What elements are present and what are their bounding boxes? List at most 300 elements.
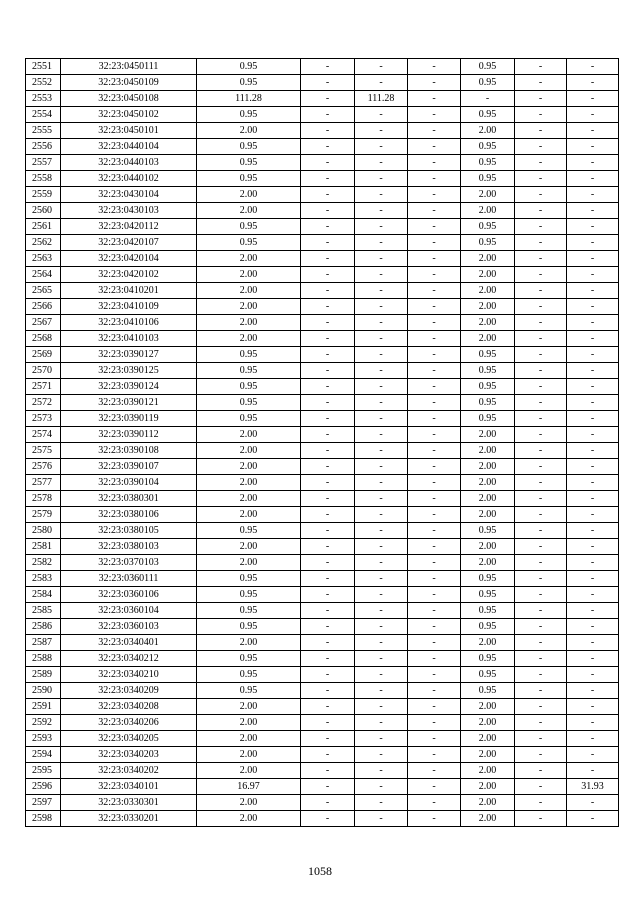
col-4-cell: - xyxy=(301,363,355,379)
row-number-cell: 2569 xyxy=(26,347,61,363)
cadastral-number-cell: 32:23:0450111 xyxy=(61,59,197,75)
table-row xyxy=(26,475,619,491)
table-row xyxy=(26,555,619,571)
area-cell: 2.00 xyxy=(197,699,301,715)
land-parcel-table xyxy=(25,58,619,827)
area-cell: 2.00 xyxy=(197,715,301,731)
col-5-cell: - xyxy=(355,155,408,171)
col-7-cell: 0.95 xyxy=(461,107,515,123)
col-8-cell: - xyxy=(515,603,567,619)
col-9-cell: - xyxy=(567,635,619,651)
col-4-cell: - xyxy=(301,219,355,235)
row-number-cell: 2590 xyxy=(26,683,61,699)
table-row xyxy=(26,267,619,283)
col-9-cell: - xyxy=(567,539,619,555)
col-9-cell: - xyxy=(567,603,619,619)
col-4-cell: - xyxy=(301,267,355,283)
col-9-cell: - xyxy=(567,491,619,507)
cadastral-number-cell: 32:23:0410201 xyxy=(61,283,197,299)
row-number-cell: 2588 xyxy=(26,651,61,667)
table-row xyxy=(26,715,619,731)
col-8-cell: - xyxy=(515,443,567,459)
col-9-cell: - xyxy=(567,347,619,363)
area-cell: 2.00 xyxy=(197,459,301,475)
area-cell: 0.95 xyxy=(197,587,301,603)
col-8-cell: - xyxy=(515,379,567,395)
col-6-cell: - xyxy=(408,299,461,315)
col-7-cell: 0.95 xyxy=(461,379,515,395)
col-7-cell: 2.00 xyxy=(461,539,515,555)
area-cell: 0.95 xyxy=(197,603,301,619)
row-number-cell: 2551 xyxy=(26,59,61,75)
area-cell: 2.00 xyxy=(197,747,301,763)
area-cell: 2.00 xyxy=(197,763,301,779)
row-number-cell: 2564 xyxy=(26,267,61,283)
col-6-cell: - xyxy=(408,747,461,763)
table-row xyxy=(26,235,619,251)
col-9-cell: - xyxy=(567,235,619,251)
col-5-cell: - xyxy=(355,699,408,715)
cadastral-number-cell: 32:23:0340208 xyxy=(61,699,197,715)
col-6-cell: - xyxy=(408,379,461,395)
col-5-cell: - xyxy=(355,315,408,331)
col-9-cell: - xyxy=(567,203,619,219)
cadastral-number-cell: 32:23:0360104 xyxy=(61,603,197,619)
col-8-cell: - xyxy=(515,667,567,683)
col-7-cell: 0.95 xyxy=(461,395,515,411)
area-cell: 2.00 xyxy=(197,731,301,747)
col-6-cell: - xyxy=(408,571,461,587)
area-cell: 2.00 xyxy=(197,123,301,139)
col-7-cell: 0.95 xyxy=(461,523,515,539)
table-row xyxy=(26,539,619,555)
col-8-cell: - xyxy=(515,571,567,587)
cadastral-number-cell: 32:23:0340212 xyxy=(61,651,197,667)
table-row xyxy=(26,491,619,507)
col-6-cell: - xyxy=(408,555,461,571)
area-cell: 0.95 xyxy=(197,619,301,635)
row-number-cell: 2582 xyxy=(26,555,61,571)
col-8-cell: - xyxy=(515,363,567,379)
table-row xyxy=(26,507,619,523)
col-6-cell: - xyxy=(408,107,461,123)
col-8-cell: - xyxy=(515,91,567,107)
area-cell: 2.00 xyxy=(197,203,301,219)
col-8-cell: - xyxy=(515,251,567,267)
cadastral-number-cell: 32:23:0370103 xyxy=(61,555,197,571)
col-8-cell: - xyxy=(515,715,567,731)
col-9-cell: - xyxy=(567,507,619,523)
table-row xyxy=(26,683,619,699)
row-number-cell: 2597 xyxy=(26,795,61,811)
row-number-cell: 2586 xyxy=(26,619,61,635)
col-9-cell: - xyxy=(567,555,619,571)
col-9-cell: - xyxy=(567,715,619,731)
col-6-cell: - xyxy=(408,283,461,299)
col-5-cell: - xyxy=(355,587,408,603)
col-5-cell: - xyxy=(355,475,408,491)
area-cell: 0.95 xyxy=(197,395,301,411)
col-9-cell: - xyxy=(567,171,619,187)
row-number-cell: 2567 xyxy=(26,315,61,331)
col-8-cell: - xyxy=(515,123,567,139)
col-8-cell: - xyxy=(515,283,567,299)
col-5-cell: - xyxy=(355,411,408,427)
col-7-cell: 0.95 xyxy=(461,571,515,587)
col-5-cell: - xyxy=(355,731,408,747)
col-6-cell: - xyxy=(408,315,461,331)
col-8-cell: - xyxy=(515,75,567,91)
cadastral-number-cell: 32:23:0440103 xyxy=(61,155,197,171)
col-5-cell: - xyxy=(355,219,408,235)
col-7-cell: 2.00 xyxy=(461,795,515,811)
page-number: 1058 xyxy=(308,864,332,878)
col-8-cell: - xyxy=(515,59,567,75)
table-row xyxy=(26,427,619,443)
area-cell: 2.00 xyxy=(197,331,301,347)
row-number-cell: 2580 xyxy=(26,523,61,539)
col-7-cell: 0.95 xyxy=(461,587,515,603)
col-5-cell: - xyxy=(355,107,408,123)
cadastral-number-cell: 32:23:0340206 xyxy=(61,715,197,731)
col-9-cell: - xyxy=(567,315,619,331)
col-8-cell: - xyxy=(515,395,567,411)
col-9-cell: - xyxy=(567,747,619,763)
col-7-cell: 2.00 xyxy=(461,443,515,459)
col-6-cell: - xyxy=(408,459,461,475)
row-number-cell: 2591 xyxy=(26,699,61,715)
area-cell: 2.00 xyxy=(197,555,301,571)
col-4-cell: - xyxy=(301,379,355,395)
table-row xyxy=(26,363,619,379)
cadastral-number-cell: 32:23:0340209 xyxy=(61,683,197,699)
cadastral-number-cell: 32:23:0340203 xyxy=(61,747,197,763)
col-7-cell: 2.00 xyxy=(461,299,515,315)
row-number-cell: 2557 xyxy=(26,155,61,171)
col-5-cell: - xyxy=(355,667,408,683)
cadastral-number-cell: 32:23:0410103 xyxy=(61,331,197,347)
area-cell: 0.95 xyxy=(197,107,301,123)
col-8-cell: - xyxy=(515,299,567,315)
table-row xyxy=(26,203,619,219)
col-9-cell: - xyxy=(567,363,619,379)
col-4-cell: - xyxy=(301,651,355,667)
col-8-cell: - xyxy=(515,491,567,507)
col-6-cell: - xyxy=(408,347,461,363)
col-9-cell: - xyxy=(567,795,619,811)
col-9-cell: - xyxy=(567,331,619,347)
col-9-cell: - xyxy=(567,411,619,427)
col-6-cell: - xyxy=(408,699,461,715)
cadastral-number-cell: 32:23:0390108 xyxy=(61,443,197,459)
table-row xyxy=(26,347,619,363)
col-9-cell: - xyxy=(567,395,619,411)
cadastral-number-cell: 32:23:0340401 xyxy=(61,635,197,651)
area-cell: 2.00 xyxy=(197,187,301,203)
col-9-cell: - xyxy=(567,299,619,315)
row-number-cell: 2559 xyxy=(26,187,61,203)
col-6-cell: - xyxy=(408,587,461,603)
col-6-cell: - xyxy=(408,619,461,635)
col-9-cell: - xyxy=(567,763,619,779)
col-7-cell: 2.00 xyxy=(461,491,515,507)
col-6-cell: - xyxy=(408,203,461,219)
col-5-cell: - xyxy=(355,235,408,251)
table-row xyxy=(26,155,619,171)
col-5-cell: - xyxy=(355,539,408,555)
cadastral-number-cell: 32:23:0450102 xyxy=(61,107,197,123)
col-7-cell: 0.95 xyxy=(461,59,515,75)
row-number-cell: 2589 xyxy=(26,667,61,683)
col-6-cell: - xyxy=(408,683,461,699)
col-7-cell: 0.95 xyxy=(461,347,515,363)
col-4-cell: - xyxy=(301,667,355,683)
col-7-cell: 2.00 xyxy=(461,283,515,299)
col-8-cell: - xyxy=(515,459,567,475)
col-8-cell: - xyxy=(515,427,567,443)
cadastral-number-cell: 32:23:0360106 xyxy=(61,587,197,603)
col-5-cell: - xyxy=(355,267,408,283)
col-4-cell: - xyxy=(301,459,355,475)
table-row xyxy=(26,299,619,315)
col-8-cell: - xyxy=(515,763,567,779)
col-6-cell: - xyxy=(408,155,461,171)
area-cell: 0.95 xyxy=(197,523,301,539)
col-4-cell: - xyxy=(301,395,355,411)
col-9-cell: - xyxy=(567,443,619,459)
cadastral-number-cell: 32:23:0420107 xyxy=(61,235,197,251)
col-7-cell: 0.95 xyxy=(461,363,515,379)
col-5-cell: - xyxy=(355,139,408,155)
cadastral-number-cell: 32:23:0340205 xyxy=(61,731,197,747)
col-4-cell: - xyxy=(301,91,355,107)
row-number-cell: 2596 xyxy=(26,779,61,795)
col-9-cell: - xyxy=(567,219,619,235)
col-9-cell: - xyxy=(567,459,619,475)
row-number-cell: 2595 xyxy=(26,763,61,779)
col-4-cell: - xyxy=(301,251,355,267)
row-number-cell: 2577 xyxy=(26,475,61,491)
col-8-cell: - xyxy=(515,475,567,491)
col-5-cell: - xyxy=(355,123,408,139)
row-number-cell: 2563 xyxy=(26,251,61,267)
col-4-cell: - xyxy=(301,203,355,219)
col-5-cell: - xyxy=(355,299,408,315)
col-4-cell: - xyxy=(301,107,355,123)
cadastral-number-cell: 32:23:0390107 xyxy=(61,459,197,475)
cadastral-number-cell: 32:23:0440102 xyxy=(61,171,197,187)
table-body xyxy=(26,59,619,827)
row-number-cell: 2554 xyxy=(26,107,61,123)
col-6-cell: - xyxy=(408,779,461,795)
table-row xyxy=(26,459,619,475)
col-4-cell: - xyxy=(301,443,355,459)
area-cell: 2.00 xyxy=(197,475,301,491)
col-6-cell: - xyxy=(408,667,461,683)
area-cell: 2.00 xyxy=(197,443,301,459)
col-5-cell: - xyxy=(355,603,408,619)
col-5-cell: - xyxy=(355,683,408,699)
col-4-cell: - xyxy=(301,811,355,827)
col-8-cell: - xyxy=(515,171,567,187)
area-cell: 2.00 xyxy=(197,539,301,555)
col-4-cell: - xyxy=(301,731,355,747)
col-6-cell: - xyxy=(408,491,461,507)
table-row xyxy=(26,171,619,187)
col-7-cell: 2.00 xyxy=(461,475,515,491)
col-4-cell: - xyxy=(301,299,355,315)
col-4-cell: - xyxy=(301,571,355,587)
table-row xyxy=(26,251,619,267)
col-9-cell: - xyxy=(567,651,619,667)
col-7-cell: 0.95 xyxy=(461,603,515,619)
col-4-cell: - xyxy=(301,171,355,187)
col-8-cell: - xyxy=(515,139,567,155)
col-5-cell: - xyxy=(355,363,408,379)
col-6-cell: - xyxy=(408,219,461,235)
col-7-cell: 2.00 xyxy=(461,331,515,347)
row-number-cell: 2552 xyxy=(26,75,61,91)
col-5-cell: - xyxy=(355,283,408,299)
area-cell: 0.95 xyxy=(197,171,301,187)
col-8-cell: - xyxy=(515,587,567,603)
col-5-cell: - xyxy=(355,187,408,203)
col-9-cell: - xyxy=(567,475,619,491)
area-cell: 0.95 xyxy=(197,667,301,683)
cadastral-number-cell: 32:23:0390125 xyxy=(61,363,197,379)
col-9-cell: - xyxy=(567,251,619,267)
col-4-cell: - xyxy=(301,75,355,91)
cadastral-number-cell: 32:23:0390127 xyxy=(61,347,197,363)
row-number-cell: 2553 xyxy=(26,91,61,107)
col-9-cell: - xyxy=(567,619,619,635)
row-number-cell: 2579 xyxy=(26,507,61,523)
col-5-cell: - xyxy=(355,459,408,475)
col-4-cell: - xyxy=(301,491,355,507)
cadastral-number-cell: 32:23:0330201 xyxy=(61,811,197,827)
row-number-cell: 2578 xyxy=(26,491,61,507)
table-row xyxy=(26,731,619,747)
col-6-cell: - xyxy=(408,507,461,523)
col-8-cell: - xyxy=(515,219,567,235)
col-7-cell: 0.95 xyxy=(461,651,515,667)
col-9-cell: - xyxy=(567,731,619,747)
col-8-cell: - xyxy=(515,155,567,171)
col-7-cell: 2.00 xyxy=(461,779,515,795)
col-5-cell: - xyxy=(355,555,408,571)
table-row xyxy=(26,331,619,347)
col-7-cell: 0.95 xyxy=(461,171,515,187)
row-number-cell: 2585 xyxy=(26,603,61,619)
col-6-cell: - xyxy=(408,331,461,347)
col-5-cell: - xyxy=(355,779,408,795)
col-7-cell: 0.95 xyxy=(461,235,515,251)
col-8-cell: - xyxy=(515,619,567,635)
col-5-cell: - xyxy=(355,747,408,763)
col-8-cell: - xyxy=(515,731,567,747)
area-cell: 2.00 xyxy=(197,299,301,315)
col-8-cell: - xyxy=(515,539,567,555)
col-9-cell: - xyxy=(567,123,619,139)
area-cell: 2.00 xyxy=(197,507,301,523)
col-8-cell: - xyxy=(515,811,567,827)
col-7-cell: 2.00 xyxy=(461,251,515,267)
row-number-cell: 2576 xyxy=(26,459,61,475)
cadastral-number-cell: 32:23:0420112 xyxy=(61,219,197,235)
col-7-cell: - xyxy=(461,91,515,107)
col-7-cell: 2.00 xyxy=(461,715,515,731)
col-8-cell: - xyxy=(515,555,567,571)
col-4-cell: - xyxy=(301,331,355,347)
col-4-cell: - xyxy=(301,347,355,363)
col-4-cell: - xyxy=(301,747,355,763)
table-row xyxy=(26,187,619,203)
cadastral-number-cell: 32:23:0410109 xyxy=(61,299,197,315)
table-row xyxy=(26,107,619,123)
col-5-cell: - xyxy=(355,379,408,395)
col-9-cell: - xyxy=(567,699,619,715)
col-8-cell: - xyxy=(515,347,567,363)
cadastral-number-cell: 32:23:0420104 xyxy=(61,251,197,267)
col-5-cell: - xyxy=(355,651,408,667)
area-cell: 2.00 xyxy=(197,811,301,827)
col-6-cell: - xyxy=(408,731,461,747)
col-8-cell: - xyxy=(515,235,567,251)
col-6-cell: - xyxy=(408,251,461,267)
col-7-cell: 2.00 xyxy=(461,763,515,779)
table-row xyxy=(26,699,619,715)
col-6-cell: - xyxy=(408,171,461,187)
row-number-cell: 2561 xyxy=(26,219,61,235)
cadastral-number-cell: 32:23:0440104 xyxy=(61,139,197,155)
area-cell: 2.00 xyxy=(197,635,301,651)
cadastral-number-cell: 32:23:0380103 xyxy=(61,539,197,555)
col-7-cell: 0.95 xyxy=(461,411,515,427)
row-number-cell: 2587 xyxy=(26,635,61,651)
col-8-cell: - xyxy=(515,683,567,699)
col-9-cell: - xyxy=(567,75,619,91)
area-cell: 0.95 xyxy=(197,75,301,91)
table-row xyxy=(26,139,619,155)
col-7-cell: 0.95 xyxy=(461,619,515,635)
col-9-cell: - xyxy=(567,379,619,395)
cadastral-number-cell: 32:23:0390112 xyxy=(61,427,197,443)
area-cell: 16.97 xyxy=(197,779,301,795)
row-number-cell: 2556 xyxy=(26,139,61,155)
area-cell: 0.95 xyxy=(197,219,301,235)
col-4-cell: - xyxy=(301,411,355,427)
col-8-cell: - xyxy=(515,747,567,763)
col-4-cell: - xyxy=(301,555,355,571)
table-row xyxy=(26,283,619,299)
col-9-cell: - xyxy=(567,107,619,123)
col-6-cell: - xyxy=(408,795,461,811)
col-6-cell: - xyxy=(408,363,461,379)
col-5-cell: - xyxy=(355,763,408,779)
area-cell: 2.00 xyxy=(197,251,301,267)
col-6-cell: - xyxy=(408,139,461,155)
table-row xyxy=(26,587,619,603)
col-5-cell: - xyxy=(355,251,408,267)
col-9-cell: - xyxy=(567,139,619,155)
col-7-cell: 2.00 xyxy=(461,187,515,203)
col-6-cell: - xyxy=(408,187,461,203)
cadastral-number-cell: 32:23:0450109 xyxy=(61,75,197,91)
col-6-cell: - xyxy=(408,635,461,651)
row-number-cell: 2593 xyxy=(26,731,61,747)
row-number-cell: 2581 xyxy=(26,539,61,555)
col-7-cell: 0.95 xyxy=(461,219,515,235)
